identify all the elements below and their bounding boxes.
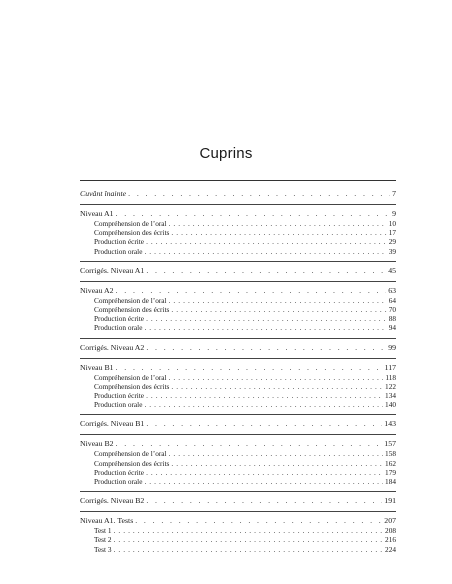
toc-entry-label: Compréhension des écrits [94, 381, 170, 391]
toc-subentry[interactable] [80, 237, 396, 246]
toc-page-number: 122 [385, 381, 396, 391]
toc-entry-label: Compréhension de l’oral [94, 219, 167, 228]
toc-entry-label: Production écrite [94, 314, 145, 324]
dot-leader [144, 477, 383, 486]
toc-page-number: 157 [384, 439, 396, 449]
toc-page-number: 140 [385, 400, 396, 410]
toc-subentry[interactable] [80, 535, 396, 544]
toc-entry-label: Niveau B1 [80, 362, 114, 372]
toc-subentry[interactable] [80, 526, 396, 535]
toc-page-number: 39 [388, 246, 396, 256]
toc-page-number: 162 [385, 458, 396, 468]
toc-section [80, 282, 396, 339]
toc-section [80, 339, 396, 359]
dot-leader [114, 535, 384, 544]
dot-leader [144, 323, 386, 332]
toc-section [80, 415, 396, 435]
dot-leader [114, 545, 384, 554]
toc-subentry[interactable] [80, 247, 396, 256]
dot-leader [146, 419, 382, 429]
dot-leader [169, 373, 384, 382]
toc-page-number: 29 [388, 237, 396, 247]
dot-leader [146, 468, 383, 477]
toc-section [80, 512, 396, 559]
toc-entry[interactable] [80, 266, 396, 276]
toc-subentry[interactable] [80, 400, 396, 409]
toc-page-number: 99 [388, 342, 396, 352]
toc-section [80, 492, 396, 512]
toc-page-number: 208 [385, 526, 396, 536]
dot-leader [135, 516, 382, 526]
toc-section [80, 185, 396, 205]
toc-page-number: 158 [385, 449, 396, 459]
toc-entry-label: Production orale [94, 323, 143, 333]
toc-entry[interactable] [80, 516, 396, 526]
toc-entry-label: Production orale [94, 246, 143, 256]
toc-entry-label: Production écrite [94, 467, 145, 477]
dot-leader [146, 237, 387, 246]
toc-entry-label: Production écrite [94, 391, 145, 401]
toc-page-number: 88 [388, 314, 396, 324]
toc-entry[interactable] [80, 286, 396, 296]
toc-entry-label: Niveau A2 [80, 285, 114, 295]
dot-leader [114, 526, 384, 535]
toc-page-number: 70 [388, 305, 396, 315]
toc-section [80, 205, 396, 262]
toc-page-number: 94 [388, 323, 396, 333]
toc-page-number: 216 [385, 535, 396, 545]
dot-leader [116, 286, 387, 296]
toc-entry[interactable] [80, 439, 396, 449]
toc-entry-label: Corrigés. Niveau A1 [80, 265, 145, 275]
toc-entry-label: Niveau A1 [80, 209, 114, 218]
toc-subentry[interactable] [80, 468, 396, 477]
toc-page-number: 143 [384, 419, 396, 429]
toc-entry-label: Test 3 [94, 544, 112, 554]
toc-subentry[interactable] [80, 449, 396, 458]
toc-entry-label: Niveau B2 [80, 439, 114, 449]
toc-subentry[interactable] [80, 296, 396, 305]
toc-page-number: 207 [384, 516, 396, 526]
dot-leader [116, 439, 383, 449]
dot-leader [169, 219, 387, 228]
toc-page-number: 117 [384, 362, 396, 372]
toc-subentry[interactable] [80, 373, 396, 382]
toc-page-number: 184 [385, 477, 396, 487]
toc-page-number: 17 [388, 228, 396, 238]
dot-leader [146, 391, 383, 400]
dot-leader [116, 363, 383, 373]
toc-page-number: 64 [388, 295, 396, 305]
toc-entry-label: Production écrite [94, 237, 145, 247]
toc-entry-label: Corrigés. Niveau B2 [80, 496, 145, 506]
dot-leader [144, 400, 383, 409]
toc-subentry[interactable] [80, 382, 396, 391]
toc-entry-label: Compréhension de l’oral [94, 449, 167, 459]
toc-entry[interactable] [80, 343, 396, 353]
toc-subentry[interactable] [80, 219, 396, 228]
toc-page-number: 179 [385, 467, 396, 477]
toc-entry-label: Niveau A1. Tests [80, 516, 134, 526]
toc-page-number: 118 [385, 372, 396, 382]
top-rule [80, 180, 396, 181]
dot-leader [144, 247, 386, 256]
toc-subentry[interactable] [80, 314, 396, 323]
toc-entry-label: Compréhension des écrits [94, 458, 170, 468]
toc-page-number: 9 [392, 209, 396, 218]
toc-subentry[interactable] [80, 391, 396, 400]
toc-subentry[interactable] [80, 228, 396, 237]
toc-entry[interactable] [80, 496, 396, 506]
dot-leader [146, 343, 386, 353]
dot-leader [146, 266, 386, 276]
toc-subentry[interactable] [80, 459, 396, 468]
toc-entry-label: Compréhension des écrits [94, 305, 170, 315]
toc-entry[interactable] [80, 189, 396, 199]
toc-page-number: 224 [385, 544, 396, 554]
dot-leader [171, 228, 386, 237]
toc-entry-label: Production orale [94, 400, 143, 410]
toc-entry[interactable] [80, 419, 396, 429]
dot-leader [171, 382, 383, 391]
toc-page-number: 134 [385, 391, 396, 401]
toc-body [80, 185, 396, 559]
toc-subentry[interactable] [80, 305, 396, 314]
toc-section [80, 262, 396, 282]
toc-entry[interactable] [80, 209, 396, 219]
toc-entry-label: Corrigés. Niveau B1 [80, 419, 145, 429]
toc-section [80, 359, 396, 416]
table-of-contents [80, 180, 396, 559]
dot-leader [146, 496, 382, 506]
toc-subentry[interactable] [80, 477, 396, 486]
toc-page-number: 7 [392, 189, 396, 198]
toc-section [80, 435, 396, 492]
dot-leader [171, 305, 386, 314]
dot-leader [128, 189, 390, 199]
toc-subentry[interactable] [80, 545, 396, 554]
page-title: Cuprins [199, 145, 253, 162]
toc-page-number: 10 [388, 219, 396, 228]
toc-page-number: 63 [388, 285, 396, 295]
toc-entry-label: Test 2 [94, 535, 112, 545]
dot-leader [146, 314, 387, 323]
toc-entry-label: Test 1 [94, 526, 112, 536]
toc-entry-label: Cuvânt înainte [80, 189, 127, 198]
toc-page-number: 191 [384, 496, 396, 506]
toc-entry-label: Compréhension des écrits [94, 228, 170, 238]
dot-leader [169, 296, 387, 305]
toc-entry-label: Corrigés. Niveau A2 [80, 342, 145, 352]
toc-subentry[interactable] [80, 323, 396, 332]
toc-entry[interactable] [80, 363, 396, 373]
toc-page-number: 45 [388, 265, 396, 275]
toc-entry-label: Compréhension de l’oral [94, 295, 167, 305]
toc-entry-label: Production orale [94, 477, 143, 487]
dot-leader [116, 209, 391, 219]
toc-entry-label: Compréhension de l’oral [94, 372, 167, 382]
dot-leader [171, 459, 383, 468]
dot-leader [169, 449, 384, 458]
